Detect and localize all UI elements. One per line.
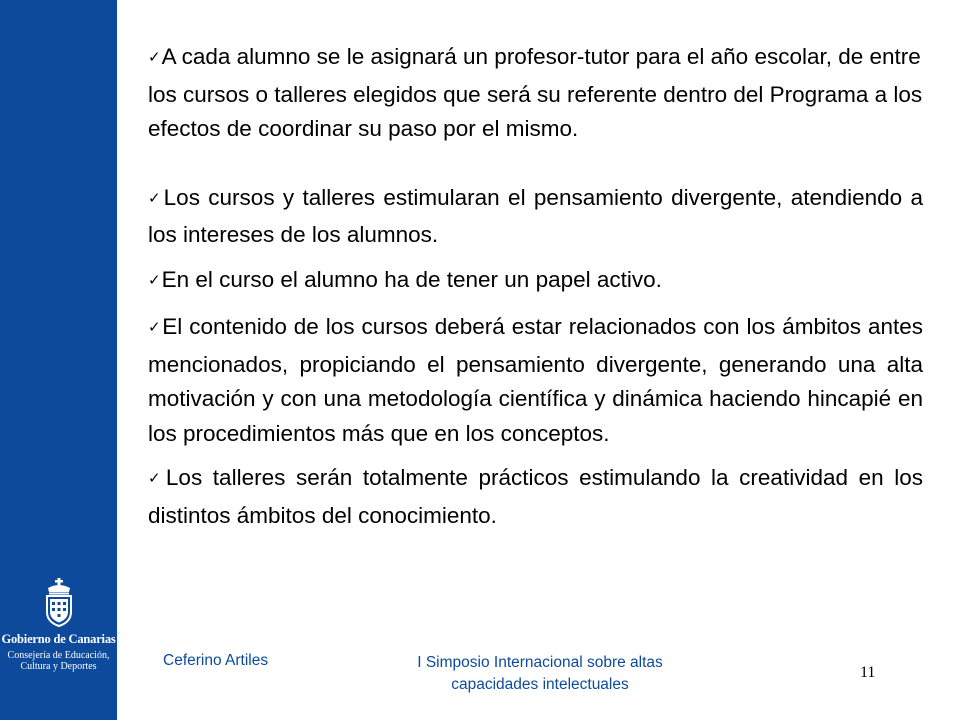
- government-logo: [0, 578, 117, 672]
- bullet-text: Los talleres serán totalmente prácticos estimulando la creatividad en los distintos ámbitos del conocimiento.: [148, 465, 923, 528]
- coat-of-arms-icon: [39, 578, 79, 628]
- footer-event: [370, 652, 710, 696]
- checkmark-icon: ✓: [148, 271, 161, 289]
- bullet-3: [148, 263, 923, 301]
- checkmark-icon: ✓: [148, 319, 162, 336]
- slide-body: [148, 40, 923, 533]
- footer-author: Ceferino Artiles: [163, 652, 269, 669]
- bullet-4: [148, 310, 923, 451]
- logo-subtitle: [0, 650, 117, 672]
- logo-subtitle-line1: Consejería de Educación,: [7, 650, 110, 661]
- bullet-text: El contenido de los cursos deberá estar relacionados con los ámbitos antes mencionados, propiciando el pensamiento divergente, generando una alta motivación y con una metodología científica y dinámica haciendo hincapié en los procedimientos más que en los conceptos.: [148, 314, 923, 446]
- bullet-text: A cada alumno se le asignará un profesor-tutor para el año escolar, de entre los cursos o talleres elegidos que será su referente dentro del Programa a los efectos de coordinar su paso por el mismo.: [148, 44, 923, 141]
- bullet-text: Los cursos y talleres estimularan el pensamiento divergente, atendiendo a los intereses de los alumnos.: [148, 184, 923, 247]
- footer-event-line2: capacidades intelectuales: [451, 676, 629, 693]
- bullet-text: En el curso el alumno ha de tener un papel activo.: [161, 266, 662, 292]
- sidebar-band: [0, 0, 117, 720]
- footer-event-line1: I Simposio Internacional sobre altas: [417, 654, 663, 671]
- logo-subtitle-line2: Cultura y Deportes: [20, 661, 97, 672]
- bullet-2: [148, 181, 923, 253]
- checkmark-icon: ✓: [148, 189, 163, 207]
- bullet-5: [148, 461, 923, 533]
- checkmark-icon: ✓: [148, 470, 165, 487]
- bullet-1: [148, 40, 923, 147]
- page-number: 11: [860, 664, 876, 681]
- checkmark-icon: ✓: [148, 49, 161, 66]
- logo-name: Gobierno de Canarias: [1, 632, 116, 646]
